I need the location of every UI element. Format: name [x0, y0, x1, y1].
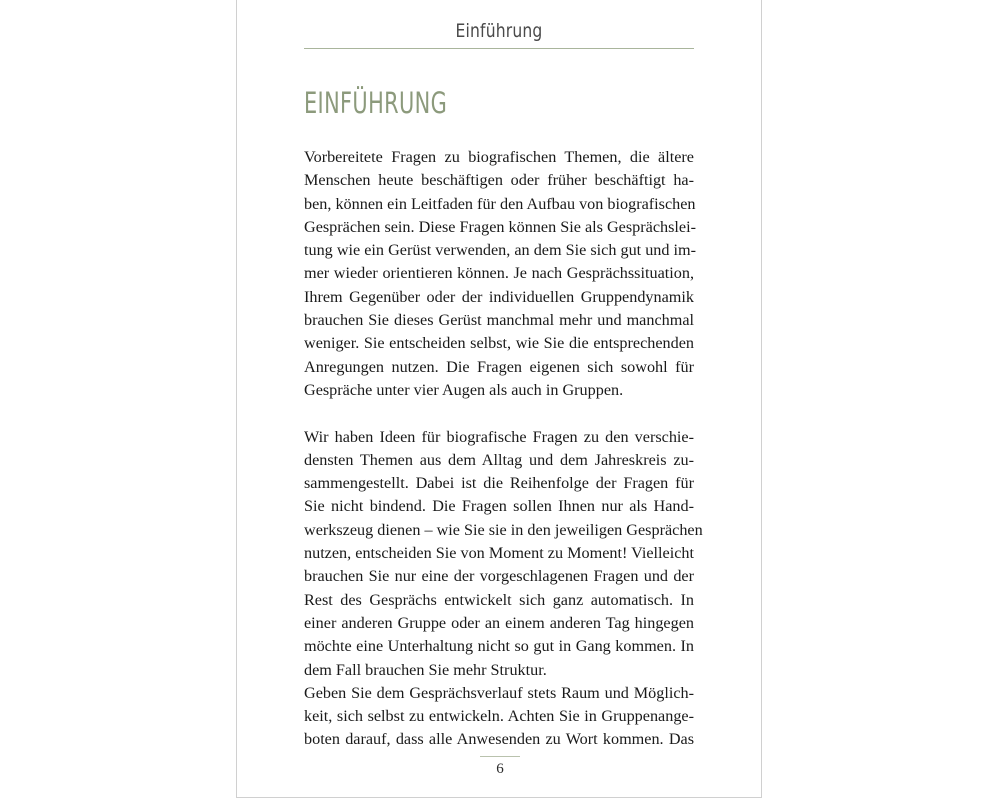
text-line: Sie nicht bindend. Die Fragen sollen Ihnen nur als Hand- — [304, 497, 694, 516]
text-line: tung wie ein Gerüst verwenden, an dem Sie sich gut und im- — [304, 241, 697, 260]
running-header: Einführung — [455, 20, 543, 42]
text-line: Anregungen nutzen. Die Fragen eigenen sich sowohl für — [304, 357, 694, 376]
text-line: dem Fall brauchen Sie mehr Struktur. — [304, 660, 547, 679]
text-line: weniger. Sie entscheiden selbst, wie Sie die entsprechenden — [304, 334, 694, 353]
book-page — [236, 0, 762, 798]
text-line: brauchen Sie nur eine der vorgeschlagenen Fragen und der — [304, 567, 694, 586]
text-line: Wir haben Ideen für biografische Fragen zu den verschie- — [304, 427, 694, 446]
text-line: Menschen heute beschäftigen oder früher beschäftigt ha- — [304, 171, 694, 190]
text-line: sammengestellt. Dabei ist die Reihenfolge der Fragen für — [304, 474, 694, 493]
text-line: Rest des Gesprächs entwickelt sich ganz automatisch. In — [304, 590, 694, 609]
chapter-title: EINFÜHRUNG — [304, 86, 448, 120]
text-line: Ihrem Gegenüber oder der individuellen Gruppendynamik — [304, 287, 694, 306]
text-line: Gesprächen sein. Diese Fragen können Sie als Gesprächslei- — [304, 217, 696, 236]
text-line: nutzen, entscheiden Sie von Moment zu Moment! Vielleicht — [304, 544, 694, 563]
text-line: werkszeug dienen – wie Sie sie in den jeweiligen Gesprächen — [304, 520, 703, 539]
text-line: keit, sich selbst zu entwickeln. Achten Sie in Gruppenange- — [304, 707, 694, 726]
text-line: einer anderen Gruppe oder an einem anderen Tag hingegen — [304, 613, 694, 632]
text-line: möchte eine Unterhaltung nicht so gut in Gang kommen. In — [304, 637, 694, 656]
paragraph-2 — [304, 426, 703, 682]
paragraph-3 — [304, 682, 694, 752]
text-line: densten Themen aus dem Alltag und dem Jahreskreis zu- — [304, 450, 694, 469]
text-line: boten darauf, dass alle Anwesenden zu Wort kommen. Das — [304, 730, 694, 749]
paragraph-gap — [304, 402, 694, 425]
text-line: mer wieder orientieren können. Je nach Gesprächssituation, — [304, 264, 694, 283]
text-line: ben, können ein Leitfaden für den Aufbau von biografischen — [304, 194, 696, 213]
body-text — [304, 146, 703, 752]
header-divider — [304, 48, 694, 49]
text-line: brauchen Sie dieses Gerüst manchmal mehr und manchmal — [304, 311, 694, 330]
text-line: Geben Sie dem Gesprächsverlauf stets Raum und Möglich- — [304, 683, 694, 702]
paragraph-1 — [304, 146, 697, 402]
footer-divider — [480, 756, 520, 757]
page-number: 6 — [496, 761, 504, 777]
text-line: Gespräche unter vier Augen als auch in Gruppen. — [304, 380, 624, 399]
text-line: Vorbereitete Fragen zu biografischen Themen, die ältere — [304, 148, 694, 166]
